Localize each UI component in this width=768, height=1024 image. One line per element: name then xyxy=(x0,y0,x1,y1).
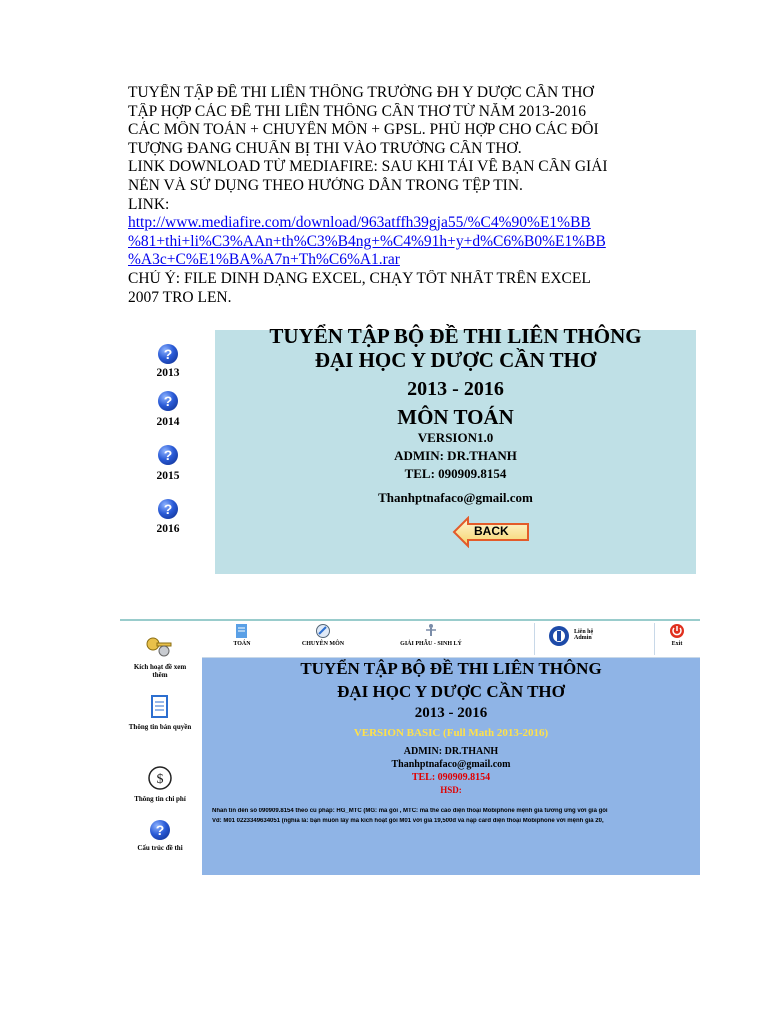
toolbar xyxy=(202,621,700,658)
power-icon xyxy=(669,623,685,639)
panel-version: VERSION BASIC (Full Math 2013-2016) xyxy=(353,727,549,739)
panel-admin: ADMIN: DR.THANH xyxy=(403,746,499,757)
year-2015-label[interactable]: 2015 xyxy=(156,470,180,482)
screenshot-version1 xyxy=(126,324,696,574)
exit-button[interactable] xyxy=(662,623,692,647)
download-link[interactable]: %A3c+C%E1%BA%A7n+Th%C6%A1.rar xyxy=(128,251,400,269)
intro-line: LINK: xyxy=(128,195,170,213)
panel-email: Thanhptnafaco@gmail.com xyxy=(391,759,511,770)
chuyen-mon-icon xyxy=(315,623,331,639)
toolbar-separator xyxy=(654,623,655,655)
intro-line: TUYỂN TẬP ĐỀ THI LIÊN THÔNG TRƯỜNG ĐH Y DƯỢC CẦN THƠ xyxy=(128,84,594,101)
basic-title-panel xyxy=(202,658,700,875)
panel-years: 2013 - 2016 xyxy=(414,705,488,721)
panel-years: 2013 - 2016 xyxy=(407,378,504,400)
side-label[interactable]: Thông tin chi phí xyxy=(134,795,186,803)
panel-hsd: HSD: xyxy=(440,785,462,795)
tab-chuyen-mon[interactable] xyxy=(288,623,358,647)
panel-subtitle: ĐẠI HỌC Y DƯỢC CẦN THƠ xyxy=(314,348,597,372)
question-icon[interactable]: ? xyxy=(150,820,170,840)
note-line: 2007 TRO LEN. xyxy=(128,288,232,306)
tab-giai-phau[interactable] xyxy=(386,623,476,647)
question-icon[interactable]: ? xyxy=(158,391,178,411)
screenshot-basic xyxy=(120,619,700,875)
download-link[interactable]: %81+thi+li%C3%AAn+th%C3%B4ng+%C4%91h+y+d%C6%B0%E1%BB xyxy=(128,232,606,250)
tab-label: GIẢI PHẪU - SINH LÝ xyxy=(400,641,462,647)
question-icon[interactable]: ? xyxy=(158,445,178,465)
question-icon[interactable]: ? xyxy=(158,344,178,364)
title-panel xyxy=(215,324,696,574)
side-label[interactable]: Thông tin bản quyền xyxy=(128,723,192,731)
side-label[interactable]: Cấu trúc đề thi xyxy=(137,844,183,852)
basic-sidebar xyxy=(120,621,200,875)
download-link[interactable]: http://www.mediafire.com/download/963atffh39gja55/%C4%90%E1%BB xyxy=(128,214,591,232)
intro-line: LINK DOWNLOAD TỪ MEDIAFIRE: SAU KHI TẢI VỀ BẠN CẦN GIẢI xyxy=(128,158,608,176)
exit-label: Exit xyxy=(671,641,683,647)
toolbar-separator xyxy=(534,623,535,655)
sms-example: Vd: M01 0223349634051 (nghĩa là: bạn muốn lấy mã kích hoạt gói M01 với giá 19,500đ và nạp card điện thoại Mobiphone với mệnh giá 20, xyxy=(212,818,604,824)
year-2014-label[interactable]: 2014 xyxy=(156,416,180,428)
anatomy-icon xyxy=(423,623,439,639)
intro-line: TƯỢNG ĐANG CHUẨN BỊ THI VÀO TRƯỜNG CẦN THƠ. xyxy=(128,139,522,157)
panel-email: Thanhptnafaco@gmail.com xyxy=(378,490,533,505)
tab-toan[interactable] xyxy=(222,623,262,647)
contact-icon xyxy=(548,625,570,647)
panel-version: VERSION1.0 xyxy=(417,430,494,445)
back-button[interactable] xyxy=(452,516,532,548)
sms-instruction: Nhắn tin đến số 090909.8154 theo cú pháp: HG_MTC (MG: mã gói , MTC: mã thẻ cào điện thoại Mobiphone mệnh giá tương ứng với giá gói xyxy=(212,808,608,814)
year-2013-label[interactable]: 2013 xyxy=(156,367,180,379)
intro-line: TẬP HỢP CÁC ĐỀ THI LIÊN THÔNG CẦN THƠ TỪ NĂM 2013-2016 xyxy=(128,102,586,120)
year-2016-label[interactable]: 2016 xyxy=(156,523,180,535)
panel-subject: MÔN TOÁN xyxy=(397,405,514,429)
side-label[interactable]: Kích hoạt đề xem thêm xyxy=(133,663,187,679)
panel-title: TUYỂN TẬP BỘ ĐỀ THI LIÊN THÔNG xyxy=(300,659,602,678)
note-line: CHÚ Ý: FILE DINH DẠNG EXCEL, CHẠY TỐT NHẤT TRÊN EXCEL xyxy=(128,269,591,287)
contact-label: Liên hệ Admin xyxy=(574,629,594,641)
svg-text:$: $ xyxy=(156,772,164,787)
intro-line: NÉN VÀ SỬ DỤNG THEO HƯỚNG DẪN TRONG TỆP TIN. xyxy=(128,176,523,194)
key-icon[interactable] xyxy=(144,635,176,661)
panel-subtitle: ĐẠI HỌC Y DƯỢC CẦN THƠ xyxy=(337,682,565,701)
year-sidebar xyxy=(126,330,214,574)
tab-label: TOÁN xyxy=(233,641,251,647)
panel-admin: ADMIN: DR.THANH xyxy=(394,448,517,463)
intro-text xyxy=(128,84,693,307)
toan-icon xyxy=(234,623,250,639)
document-icon[interactable] xyxy=(150,695,170,719)
back-label: BACK xyxy=(474,524,509,538)
panel-tel: TEL: 090909.8154 xyxy=(411,772,491,783)
tab-label: CHUYÊN MÔN xyxy=(301,641,345,647)
intro-line: CÁC MÔN TOÁN + CHUYÊN MÔN + GPSL. PHÙ HỢP CHO CÁC ĐỐI xyxy=(128,121,599,139)
dollar-icon[interactable] xyxy=(147,765,173,791)
panel-title: TUYỂN TẬP BỘ ĐỀ THI LIÊN THÔNG xyxy=(269,324,642,348)
question-icon[interactable]: ? xyxy=(158,499,178,519)
panel-tel: TEL: 090909.8154 xyxy=(404,466,507,481)
